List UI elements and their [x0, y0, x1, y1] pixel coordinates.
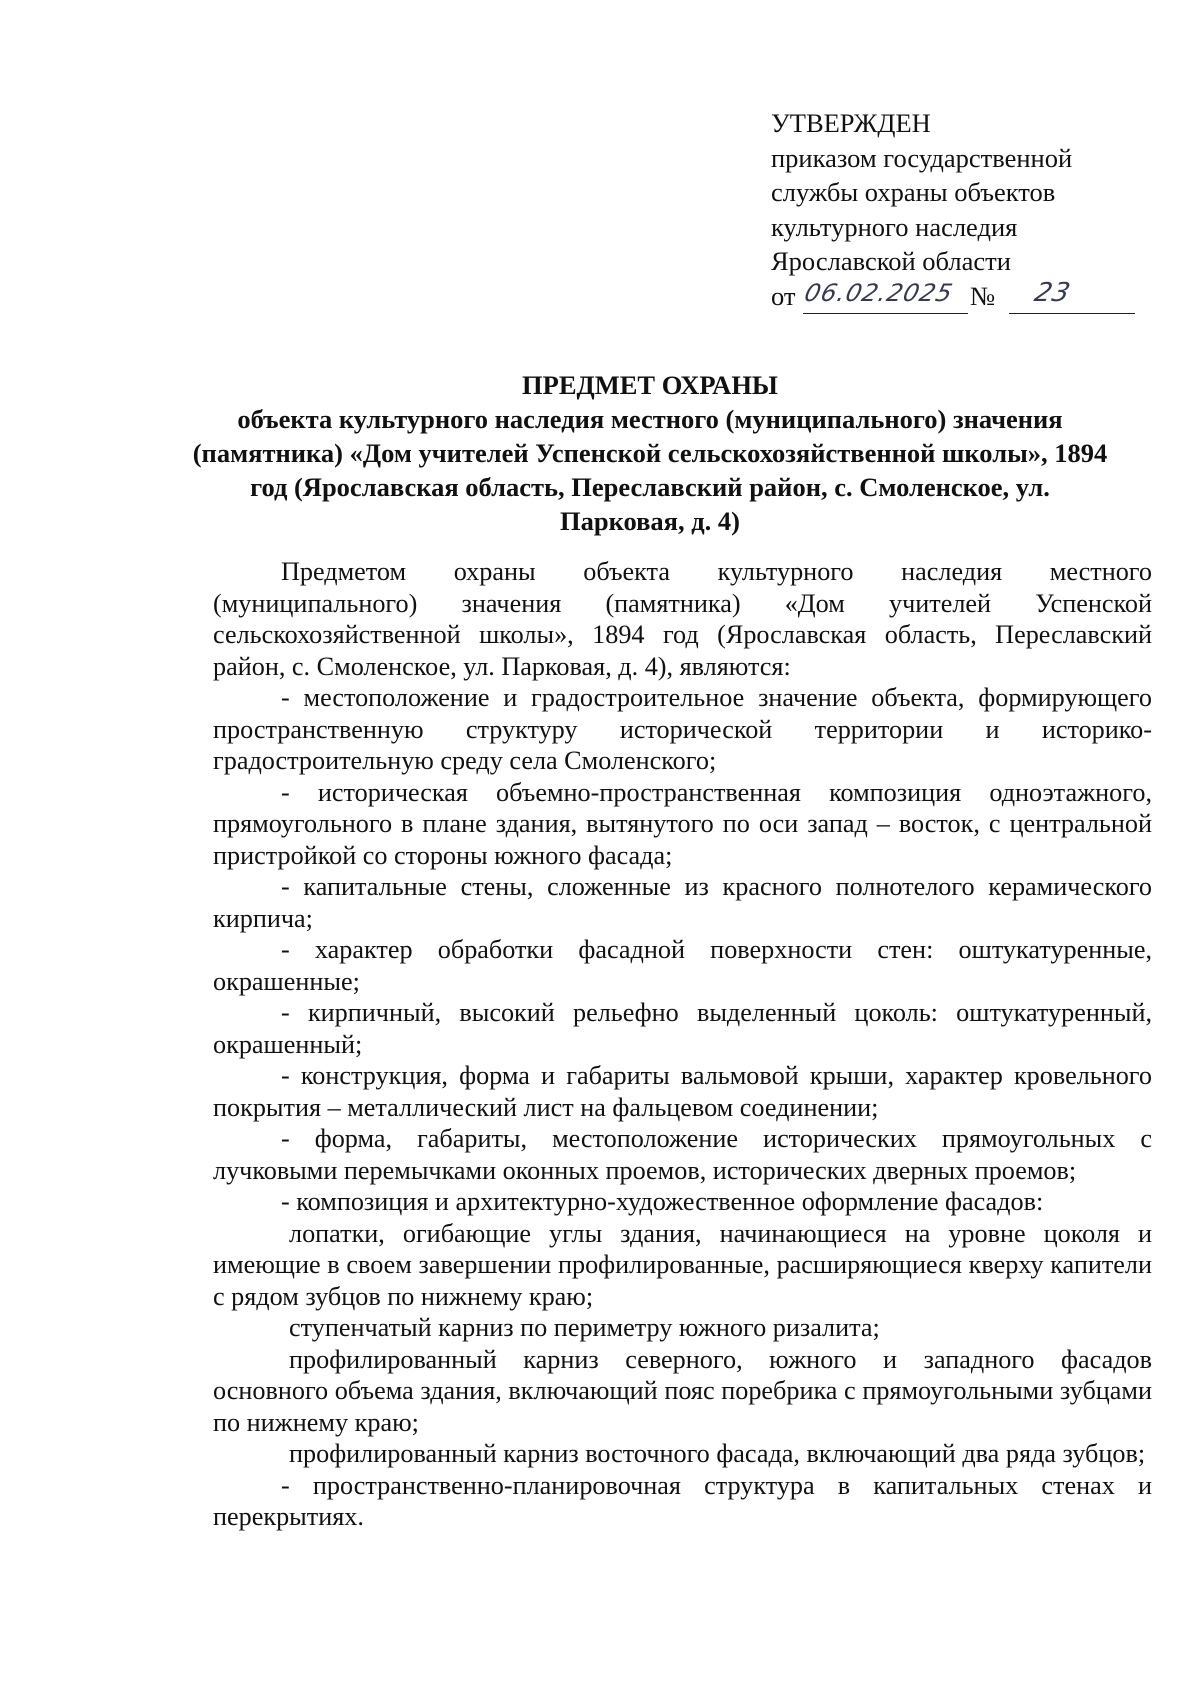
approval-block — [771, 106, 1151, 319]
order-date-field — [803, 279, 968, 314]
approval-heading: УТВЕРЖДЕН — [771, 108, 931, 138]
list-item: - историческая объемно-пространственная композиция одноэтажного, прямоугольного в плане здания, вытянутого по оси запад – восток, с центральной пристройкой со стороны южного фасада; — [213, 777, 1152, 870]
approval-line: Ярославской области — [771, 246, 1011, 276]
list-item: - форма, габариты, местоположение исторических прямоугольных с лучковыми перемычками оконных проемов, исторических дверных проемов; — [213, 1124, 1152, 1185]
list-item: - пространственно-планировочная структура в капитальных стенах и перекрытиях. — [213, 1470, 1152, 1531]
sub-item: профилированный карниз восточного фасада, включающий два ряда зубцов; — [289, 1439, 1146, 1468]
number-sign: № — [970, 280, 996, 311]
title-main: ПРЕДМЕТ ОХРАНЫ — [522, 370, 778, 400]
intro-paragraph: Предметом охраны объекта культурного наследия местного (муниципального) значения (памятника) «Дом учителей Успенской сельскохозяйственной школы», 1894 год (Ярославская область, Переславский район, с. Смоленское, ул. Парковая, д. 4), являются: — [213, 557, 1152, 681]
sub-item: ступенчатый карниз по периметру южного ризалита; — [289, 1313, 880, 1342]
approval-line: культурного наследия — [771, 211, 1018, 242]
order-date-value: 06.02.2025 — [801, 278, 956, 307]
order-number-value: 23 — [1031, 277, 1074, 308]
approval-line: приказом государственной — [771, 142, 1073, 173]
list-item: - местоположение и градостроительное значение объекта, формирующего пространственную структуру исторической территории и историко-градостроительную среду села Смоленского; — [213, 683, 1152, 775]
order-date-number-line — [771, 279, 1151, 319]
sub-item: лопатки, огибающие углы здания, начинающиеся на уровне цоколя и имеющие в своем завершении профилированные, расширяющиеся кверху капители с рядом зубцов по нижнему краю; — [213, 1218, 1152, 1311]
list-item: - композиция и архитектурно-художественное оформление фасадов: — [281, 1187, 1044, 1216]
document-body — [213, 556, 1152, 1533]
list-item: - капитальные стены, сложенные из красного полнотелого керамического кирпича; — [213, 872, 1152, 933]
sub-item: профилированный карниз северного, южного и западного фасадов основного объема здания, включающий пояс поребрика с прямоугольными зубцами по нижнему краю; — [213, 1344, 1152, 1437]
approval-line: службы охраны объектов — [771, 177, 1056, 207]
document-subtitle: объекта культурного наследия местного (муниципального) значения (памятника) «Дом учителей Успенской сельскохозяйственной школы», 1894 год (Ярославская область, Переславский район, с. Смоленское, ул. Парковая, д. 4) — [192, 404, 1108, 536]
list-item: - конструкция, форма и габариты вальмовой крыши, характер кровельного покрытия – металлический лист на фальцевом соединении; — [213, 1061, 1152, 1122]
list-item: - кирпичный, высокий рельефно выделенный цоколь: оштукатуренный, окрашенный; — [213, 998, 1152, 1059]
list-item: - характер обработки фасадной поверхности стен: оштукатуренные, окрашенные; — [213, 935, 1152, 996]
order-number-field — [1009, 279, 1135, 314]
date-prefix: от — [771, 280, 796, 311]
